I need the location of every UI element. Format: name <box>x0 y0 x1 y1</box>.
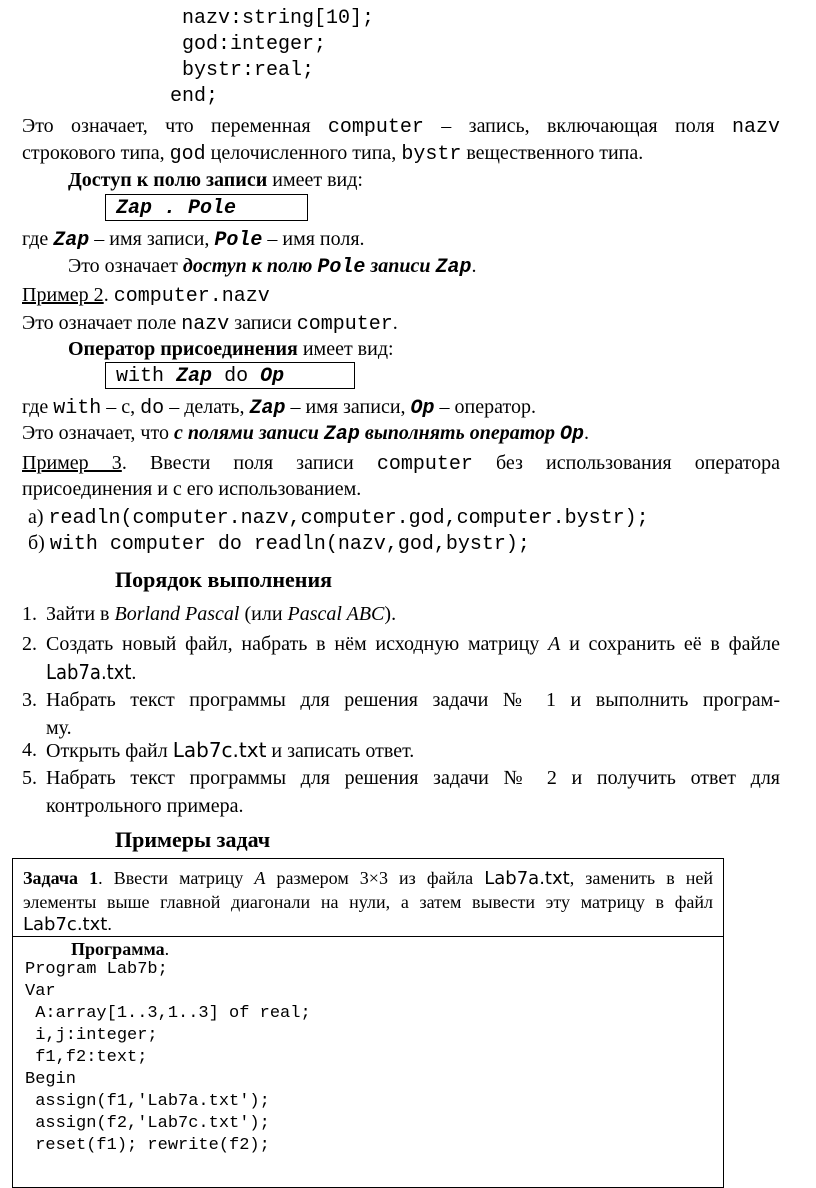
order-heading: Порядок выполнения <box>115 567 333 592</box>
paragraph-record-meaning-1: Это означает, что переменная computer – запись, включающая поля nazv <box>22 115 781 139</box>
code-line: f1,f2:text; <box>25 1048 148 1067</box>
example2-line: Пример 2. computer.nazv <box>22 284 270 308</box>
order-item-4: 4. Открыть файл Lab7c.txt и записать ответ. <box>22 738 415 762</box>
paragraph-record-meaning-2: строкового типа, god целочисленного типа, bystr вещественного типа. <box>22 142 644 166</box>
example3-item-a: а) readln(computer.nazv,computer.god,computer.bystr); <box>28 506 649 530</box>
example2-meaning: Это означает поле nazv записи computer. <box>22 312 398 336</box>
task1-box <box>12 858 724 1188</box>
access-meaning-line: Это означает доступ к полю Pole записи Zap. <box>68 255 477 279</box>
record-code-line: nazv:string[10]; <box>182 7 375 30</box>
order-item-1: 1. Зайти в Borland Pascal (или Pascal ABC). <box>22 603 397 625</box>
code-line: assign(f2,'Lab7c.txt'); <box>25 1114 270 1133</box>
code-line: reset(f1); rewrite(f2); <box>25 1136 270 1155</box>
code-line: assign(f1,'Lab7a.txt'); <box>25 1092 270 1111</box>
access-heading: Доступ к полю записи имеет вид: <box>68 169 363 191</box>
example3-line-1: Пример 3. Ввести поля записи computer без использования оператора <box>22 452 781 476</box>
record-code-line: bystr:real; <box>182 59 315 82</box>
example3-line-2: присоединения и с его использованием. <box>22 478 362 500</box>
record-code-line: god:integer; <box>182 33 327 56</box>
code-line: Begin <box>25 1070 77 1089</box>
operator-meaning-line: Это означает, что с полями записи Zap выполнять оператор Op. <box>22 422 590 446</box>
program-label: Программа. <box>71 939 170 959</box>
access-syntax-box: Zap . Pole <box>105 194 308 221</box>
examples-heading: Примеры задач <box>115 827 271 852</box>
access-where-line: где Zap – имя записи, Pole – имя поля. <box>22 228 365 252</box>
task1-statement: Задача 1. Ввести матрицу A размером 3×3 из файла Lab7a.txt, заменить в ней элементы выше главной диагонали на нули, а затем вывести эту матрицу в файл Lab7c.txt. <box>13 859 723 937</box>
operator-heading: Оператор присоединения имеет вид: <box>68 338 394 360</box>
operator-where-line: где with – с, do – делать, Zap – имя записи, Op – оператор. <box>22 396 536 420</box>
code-line: Program Lab7b; <box>25 960 168 979</box>
code-line: A:array[1..3,1..3] of real; <box>25 1004 311 1023</box>
operator-syntax-box: with Zap do Op <box>105 362 355 389</box>
order-item-2: 2. Создать новый файл, набрать в нём исходную матрицу A и сохранить её в файле Lab7a.txt. <box>22 633 781 684</box>
order-item-3: 3. Набрать текст программы для решения задачи № 1 и выполнить програм- му. <box>22 689 780 739</box>
code-line: i,j:integer; <box>25 1026 158 1045</box>
record-code-line: end; <box>170 85 219 108</box>
code-line: Var <box>25 982 56 1001</box>
example3-item-b: б) with computer do readln(nazv,god,bystr); <box>28 532 530 556</box>
order-item-5: 5. Набрать текст программы для решения задачи № 2 и получить ответ для контрольного примера. <box>22 767 780 817</box>
